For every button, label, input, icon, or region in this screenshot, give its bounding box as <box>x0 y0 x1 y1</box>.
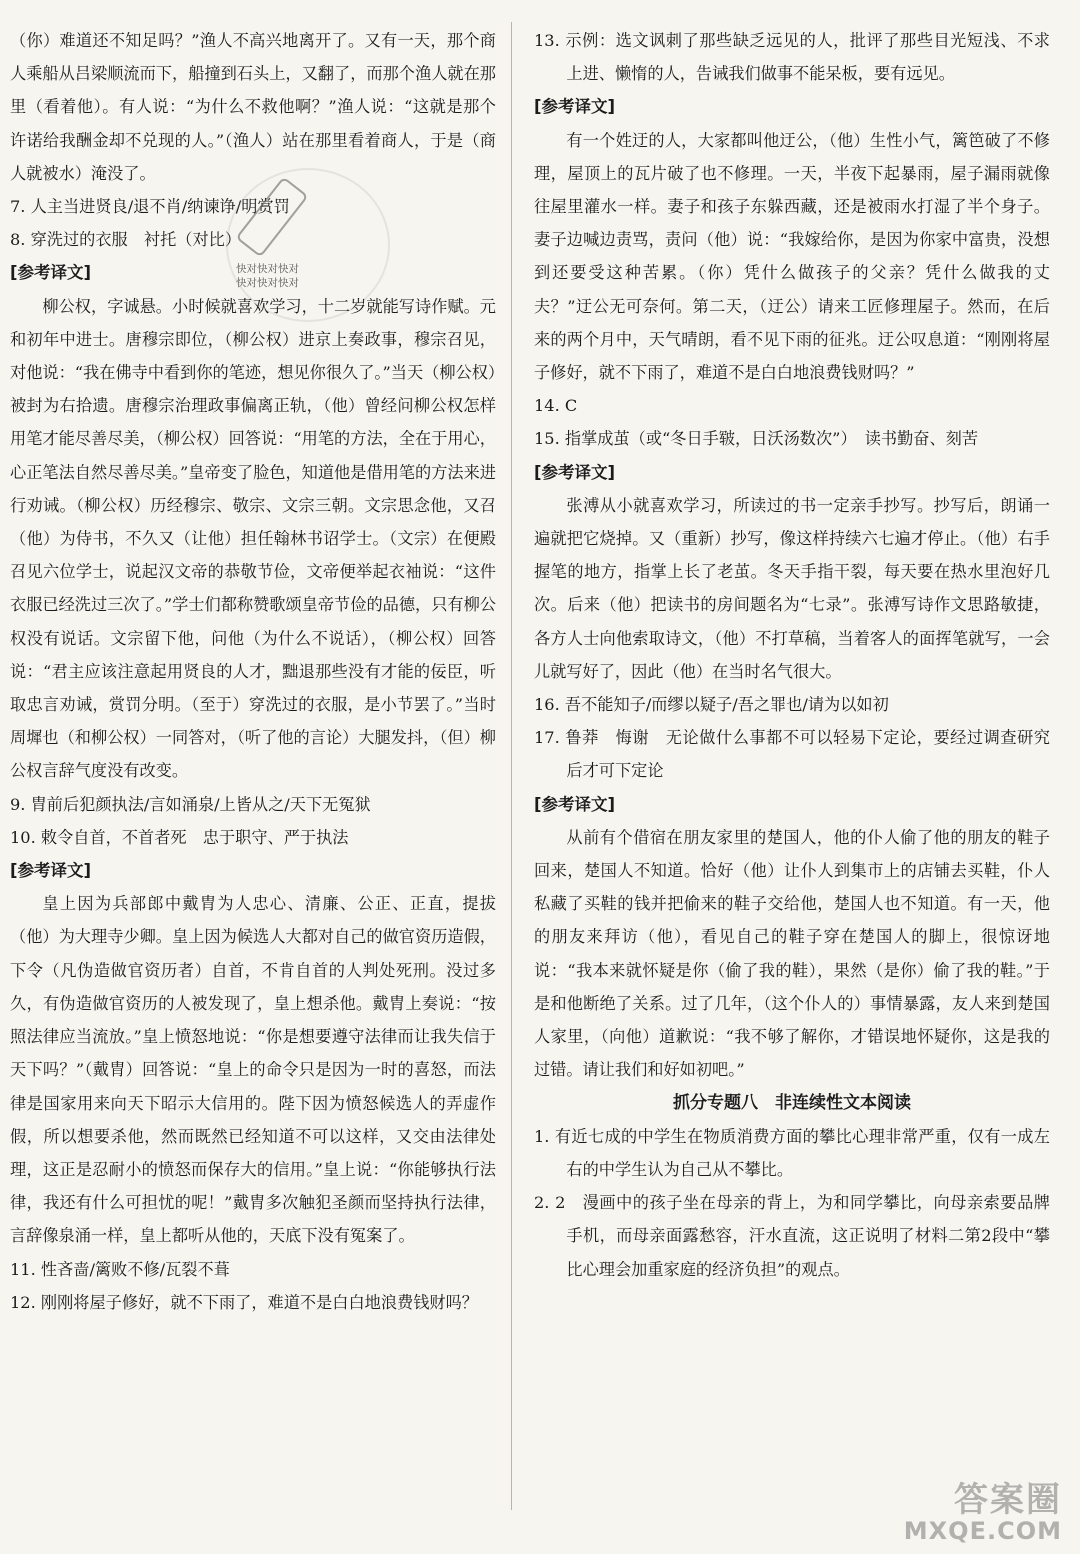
translation-paragraph: 皇上因为兵部郎中戴胄为人忠心、清廉、公正、正直，提拔（他）为大理寺少卿。皇上因为候选人大都对自己的做官资历造假，下令（凡伪造做官资历者）自首，不肯自首的人判处死刑。没过多久，有伪造做官资历的人被发现了，皇上想杀他。戴胄上奏说：“按照法律应当流放。”皇上愤怒地说：“你是想要遵守法律而让我失信于天下吗？”（戴胄）回答说：“皇上的命令只是因为一时的喜怒，而法律是国家用来向天下昭示大信用的。陛下因为愤怒候选人的弄虚作假，所以想要杀他，然而既然已经知道不可以这样，又交由法律处理，这正是忍耐小的愤怒而保存大的信用。”皇上说：“你能够执行法律，我还有什么可担忧的呢！”戴胄多次触犯圣颜而坚持执行法律，言辞像泉涌一样，皇上都听从他的，天底下没有冤案了。 <box>10 894 496 1246</box>
translation-paragraph: 柳公权，字诚悬。小时候就喜欢学习，十二岁就能写诗作赋。元和初年中进士。唐穆宗即位，（柳公权）进京上奏政事，穆宗召见，对他说：“我在佛寺中看到你的笔迹，想见你很久了。”当天（柳公权）被封为右拾遗。唐穆宗治理政事偏离正轨，（他）曾经问柳公权怎样用笔才能尽善尽美，（柳公权）回答说：“用笔的方法，全在于用心，心正笔法自然尽善尽美。”皇帝变了脸色，知道他是借用笔的方法来进行劝诫。（柳公权）历经穆宗、敬宗、文宗三朝。文宗思念他，又召（他）为侍书，不久又（让他）担任翰林书诏学士。（文宗）在便殿召见六位学士，说起汉文帝的恭敬节俭，文帝便举起衣袖说：“这件衣服已经洗过三次了。”学士们都称赞歌颂皇帝节俭的品德，只有柳公权没有说话。文宗留下他，问他（为什么不说话），（柳公权）回答说：“君主应该注意起用贤良的人才，黜退那些没有才能的佞臣，听取忠言劝诫，赏罚分明。（至于）穿洗过的衣服，是小节罢了。”当时周墀也（和柳公权）一同答对，（听了他的言论）大腿发抖，（但）柳公权言辞气度没有改变。 <box>10 296 496 781</box>
answer-item: 14. C <box>534 396 578 416</box>
reference-translation-heading: [参考译文] <box>10 263 92 283</box>
right-column <box>534 24 1050 1286</box>
section-heading: 抓分专题八 非连续性文本阅读 <box>673 1092 911 1113</box>
brand-watermark-url: MXQE.COM <box>903 1517 1062 1545</box>
answer-item: 13. 示例：选文讽刺了那些缺乏远见的人，批评了那些目光短浅、不求上进、懒惰的人，告诫我们做事不能呆板，要有远见。 <box>534 31 1050 84</box>
answer-item: 1. 有近七成的中学生在物质消费方面的攀比心理非常严重，仅有一成左右的中学生认为自己从不攀比。 <box>534 1126 1050 1179</box>
translation-paragraph: 从前有个借宿在朋友家里的楚国人，他的仆人偷了他的朋友的鞋子回来，楚国人不知道。恰好（他）让仆人到集市上的店铺去买鞋，仆人私藏了买鞋的钱并把偷来的鞋子交给他，楚国人也不知道。有一天，他的朋友来拜访（他），看见自己的鞋子穿在楚国人的脚上，很惊讶地说：“我本来就怀疑是你（偷了我的鞋），果然（是你）偷了我的鞋。”于是和他断绝了关系。过了几年，（这个仆人的）事情暴露，友人来到楚国人家里，（向他）道歉说：“我不够了解你，才错误地怀疑你，这是我的过错。请让我们和好如初吧。” <box>534 827 1050 1080</box>
watermark-line-2: 快对快对快对 <box>236 277 299 289</box>
translation-paragraph: 有一个姓迂的人，大家都叫他迂公，（他）生性小气，篱笆破了不修理，屋顶上的瓦片破了也不修理。一天，半夜下起暴雨，屋子漏雨就像往屋里灌水一样。妻子和孩子东躲西藏，还是被雨水打湿了半个身子。妻子边喊边责骂，责问（他）说：“我嫁给你，是因为你家中富贵，没想到还要受这种苦累。（你）凭什么做孩子的父亲？凭什么做我的丈夫？”迂公无可奈何。第二天，（迂公）请来工匠修理屋子。然而，在后来的两个月中，天气晴朗，看不见下雨的征兆。迂公叹息道：“刚刚将屋子修好，就不下雨了，难道不是白白地浪费钱财吗？” <box>534 130 1050 383</box>
reference-translation-heading: [参考译文] <box>534 97 616 117</box>
answer-item: 7. 人主当进贤良/退不肖/纳谏诤/明赏罚 <box>10 197 290 217</box>
reference-translation-heading: [参考译文] <box>534 794 616 814</box>
column-divider <box>511 22 512 1510</box>
answer-item: 12. 刚刚将屋子修好，就不下雨了，难道不是白白地浪费钱财吗？ <box>10 1292 478 1312</box>
brand-watermark <box>904 1482 1062 1544</box>
answer-item: 15. 指掌成茧（或“冬日手皲，日沃汤数次”） 读书勤奋、刻苦 <box>534 429 979 449</box>
answer-item: 9. 胄前后犯颜执法/言如涌泉/上皆从之/天下无冤狱 <box>10 794 371 814</box>
watermark-text <box>236 262 299 290</box>
answer-item: 10. 敕令自首，不首者死 忠于职守、严于执法 <box>10 827 349 847</box>
brand-watermark-title: 答案圈 <box>954 1480 1062 1520</box>
answer-item: 16. 吾不能知子/而缪以疑子/吾之罪也/请为以如初 <box>534 695 889 715</box>
watermark-line-1: 快对快对快对 <box>236 263 299 275</box>
answer-item: 8. 穿洗过的衣服 衬托（对比） <box>10 230 242 250</box>
reference-translation-heading: [参考译文] <box>534 462 616 482</box>
reference-translation-heading: [参考译文] <box>10 861 92 881</box>
text-paragraph: （你）难道还不知足吗？”渔人不高兴地离开了。又有一天，那个商人乘船从吕梁顺流而下，船撞到石头上，又翻了，而那个渔人就在那里（看着他）。有人说：“为什么不救他啊？”渔人说：“这就是那个许诺给我酬金却不兑现的人。”（渔人）站在那里看着商人，于是（商人就被水）淹没了。 <box>10 31 496 183</box>
translation-paragraph: 张溥从小就喜欢学习，所读过的书一定亲手抄写。抄写后，朗诵一遍就把它烧掉。又（重新）抄写，像这样持续六七遍才停止。（他）右手握笔的地方，指掌上长了老茧。冬天手指干裂，每天要在热水里泡好几次。后来（他）把读书的房间题名为“七录”。张溥写诗作文思路敏捷，各方人士向他索取诗文，（他）不打草稿，当着客人的面挥笔就写，一会儿就写好了，因此（他）在当时名气很大。 <box>534 495 1050 681</box>
answer-item: 17. 鲁莽 悔谢 无论做什么事都不可以轻易下定论，要经过调查研究后才可下定论 <box>534 728 1050 781</box>
answer-item: 11. 性吝啬/篱败不修/瓦裂不葺 <box>10 1259 230 1279</box>
answer-item: 2. 2 漫画中的孩子坐在母亲的背上，为和同学攀比，向母亲索要品牌手机，而母亲面露愁容，汗水直流，这正说明了材料二第2段中“攀比心理会加重家庭的经济负担”的观点。 <box>534 1193 1050 1279</box>
